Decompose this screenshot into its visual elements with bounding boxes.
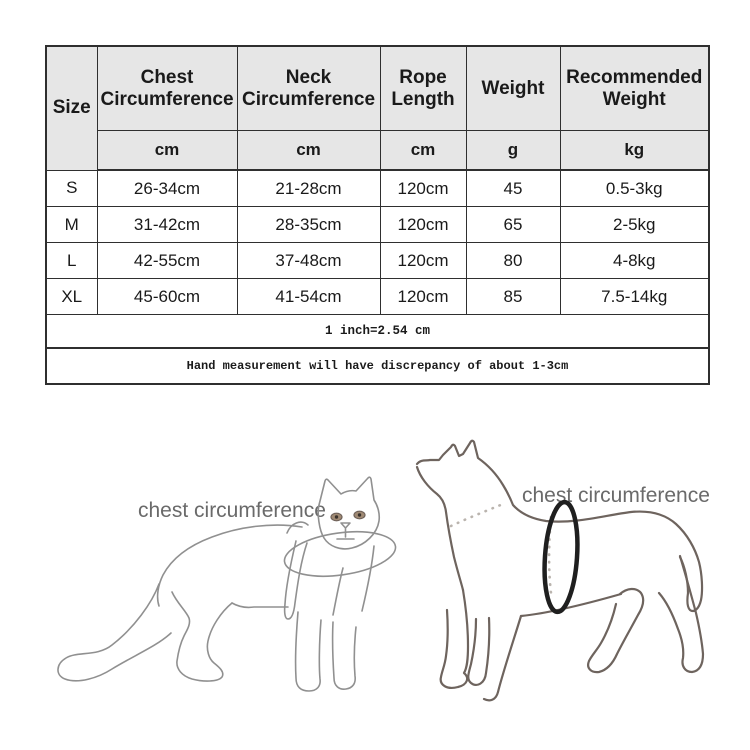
header-row: [46, 46, 709, 131]
note-inch-conversion: 1 inch=2.54 cm: [46, 315, 709, 349]
header-cell-chest: Chest Circumference: [97, 46, 237, 131]
weight-cell: 45: [466, 170, 560, 207]
neck-cell: 37-48cm: [237, 243, 380, 279]
cat-chest-ring: [282, 525, 399, 582]
units-row: [46, 131, 709, 171]
dog-body-outline: [417, 441, 702, 611]
unit-cell: kg: [560, 131, 709, 171]
sizing-table: [45, 45, 710, 385]
size-cell: M: [46, 207, 97, 243]
dog-neck-dotted-line: [451, 504, 503, 526]
table-row-s: [46, 170, 709, 207]
cat-chest-circumference-label: chest circumference: [138, 499, 326, 522]
weight-cell: 85: [466, 279, 560, 315]
note-measurement-discrepancy: Hand measurement will have discrepancy of about 1-3cm: [46, 348, 709, 384]
recommended-cell: 7.5-14kg: [560, 279, 709, 315]
dog-chest-ring: [541, 501, 581, 613]
header-cell-recommended: Recommended Weight: [560, 46, 709, 131]
chest-cell: 26-34cm: [97, 170, 237, 207]
table-row-xl: [46, 279, 709, 315]
pets-illustration: [0, 400, 750, 750]
header-cell-neck: Neck Circumference: [237, 46, 380, 131]
rope-cell: 120cm: [380, 170, 466, 207]
cat-head: [318, 477, 379, 549]
table-row-l: [46, 243, 709, 279]
cat-tail: [58, 584, 171, 681]
header-cell-size: Size: [46, 46, 97, 170]
note-row-discrepancy: [46, 348, 709, 384]
rope-cell: 120cm: [380, 279, 466, 315]
chest-cell: 31-42cm: [97, 207, 237, 243]
chest-cell: 45-60cm: [97, 279, 237, 315]
recommended-cell: 2-5kg: [560, 207, 709, 243]
cat-eyes: [331, 511, 365, 521]
neck-cell: 28-35cm: [237, 207, 380, 243]
weight-cell: 65: [466, 207, 560, 243]
neck-cell: 41-54cm: [237, 279, 380, 315]
unit-cell: g: [466, 131, 560, 171]
unit-cell: cm: [97, 131, 237, 171]
note-row-inch: [46, 315, 709, 349]
rope-cell: 120cm: [380, 207, 466, 243]
size-cell: S: [46, 170, 97, 207]
size-cell: L: [46, 243, 97, 279]
cat-illustration: [58, 477, 398, 691]
weight-cell: 80: [466, 243, 560, 279]
unit-cell: cm: [237, 131, 380, 171]
size-cell: XL: [46, 279, 97, 315]
rope-cell: 120cm: [380, 243, 466, 279]
table-row-m: [46, 207, 709, 243]
neck-cell: 21-28cm: [237, 170, 380, 207]
dog-chest-circumference-label: chest circumference: [522, 484, 710, 507]
unit-cell: cm: [380, 131, 466, 171]
chest-cell: 42-55cm: [97, 243, 237, 279]
recommended-cell: 0.5-3kg: [560, 170, 709, 207]
dog-illustration: [417, 441, 710, 701]
header-cell-rope: Rope Length: [380, 46, 466, 131]
header-cell-weight: Weight: [466, 46, 560, 131]
recommended-cell: 4-8kg: [560, 243, 709, 279]
